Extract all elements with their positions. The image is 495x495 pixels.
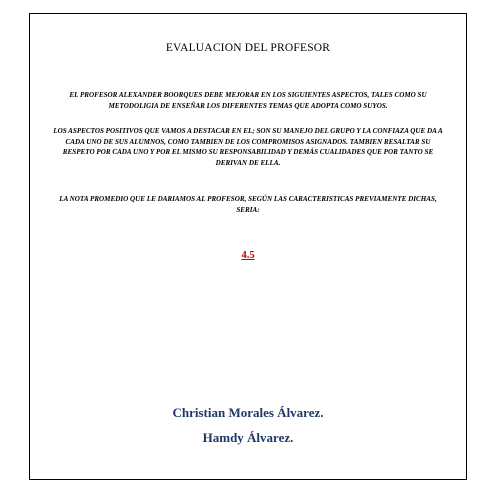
document-title: EVALUACION DEL PROFESOR	[165, 42, 331, 54]
paragraph-grade-intro: LA NOTA PROMEDIO QUE LE DARIAMOS AL PROFESOR, SEGÚN LAS CARACTERISTICAS PREVIAMENTE DICHAS, SERIA:	[59, 195, 437, 214]
author-name: Hamdy Álvarez.	[202, 430, 294, 445]
author-name: Christian Morales Álvarez.	[172, 405, 324, 420]
paragraph-improvement: EL PROFESOR ALEXANDER BOORQUES DEBE MEJORAR EN LOS SIGUIENTES ASPECTOS, TALES COMO SU METODOLIGIA DE ENSEÑAR LOS DIFERENTES TEMAS QUE ADOPTA COMO SUYOS.	[69, 91, 427, 110]
paragraph-positive-aspects: LOS ASPECTOS POSITIVOS QUE VAMOS A DESTACAR EN EL; SON SU MANEJO DEL GRUPO Y LA CONFIAZA QUE DA A CADA UNO DE SUS ALUMNOS, COMO TAMBIEN DE LOS COMPROMISOS ASIGNADOS. TAMBIEN RESALTAR SU RESPETO POR CADA UNO Y POR EL MISMO SU RESPONSABILIDAD Y DEMÁS CUALIDADES QUE POR TANTO SE DERIVAN DE ELLA.	[53, 127, 443, 167]
average-grade: 4.5	[241, 250, 255, 261]
document-page	[29, 13, 467, 480]
